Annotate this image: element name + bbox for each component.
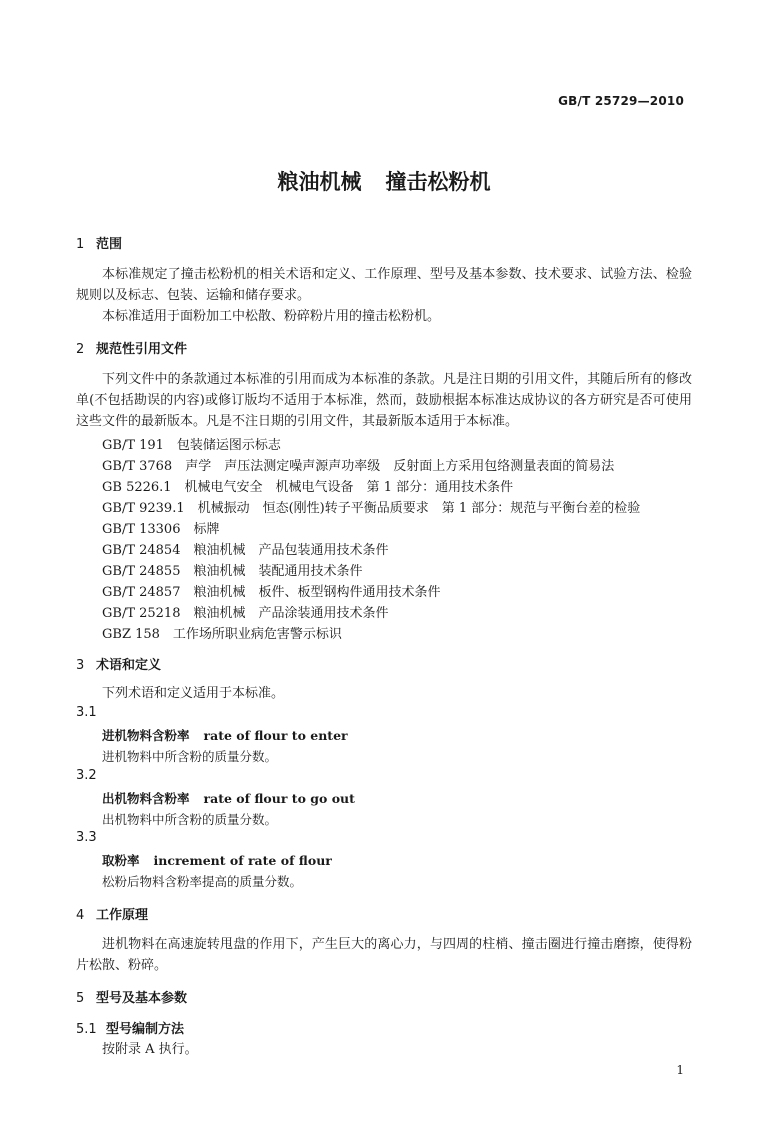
- section-4-heading: 4 工作原理: [76, 908, 149, 923]
- section-1-paragraph-1: 本标准规定了撞击松粉机的相关术语和定义、工作原理、型号及基本参数、技术要求、试验方法、检验规则以及标志、包装、运输和储存要求。: [76, 267, 692, 303]
- subsection-5-1-text: 按附录 A 执行。: [102, 1042, 198, 1057]
- reference-item: GB/T 191 包装储运图示标志: [102, 438, 281, 453]
- term-number: 3.3: [76, 830, 97, 845]
- term-number: 3.2: [76, 768, 97, 783]
- section-4-paragraph: 进机物料在高速旋转甩盘的作用下，产生巨大的离心力，与四周的柱梢、撞击圈进行撞击磨擦，使得粉片松散、粉碎。: [76, 937, 692, 973]
- standard-code: GB/T 25729—2010: [558, 94, 684, 108]
- section-3-intro: 下列术语和定义适用于本标准。: [102, 686, 285, 701]
- reference-item: GB/T 3768 声学 声压法测定噪声源声功率级 反射面上方采用包络测量表面的简易法: [102, 459, 615, 474]
- reference-item: GBZ 158 工作场所职业病危害警示标识: [102, 627, 342, 642]
- reference-item: GB/T 9239.1 机械振动 恒态(刚性)转子平衡品质要求 第 1 部分：规范与平衡台差的检验: [102, 501, 641, 516]
- term-definition: 进机物料中所含粉的质量分数。: [102, 749, 278, 764]
- title-right: 撞击松粉机: [385, 170, 491, 194]
- reference-item: GB/T 24854 粮油机械 产品包装通用技术条件: [102, 543, 389, 558]
- title-left: 粮油机械: [277, 170, 362, 194]
- page-number: 1: [676, 1063, 684, 1077]
- subsection-5-1-heading: 5.1 型号编制方法: [76, 1022, 185, 1037]
- section-3-heading: 3 术语和定义: [76, 658, 162, 673]
- term-title: 进机物料含粉率 rate of flour to enter: [102, 728, 348, 743]
- reference-item: GB/T 25218 粮油机械 产品涂装通用技术条件: [102, 606, 389, 621]
- term-definition: 出机物料中所含粉的质量分数。: [102, 812, 278, 827]
- section-2-paragraph: 下列文件中的条款通过本标准的引用而成为本标准的条款。凡是注日期的引用文件，其随后所有的修改单(不包括勘误的内容)或修订版均不适用于本标准，然而，鼓励根据本标准达成协议的各方研究是否可使用这些文件的最新版本。凡是不注日期的引用文件，其最新版本适用于本标准。: [76, 372, 692, 429]
- reference-item: GB/T 24857 粮油机械 板件、板型钢构件通用技术条件: [102, 585, 441, 600]
- term-definition: 松粉后物料含粉率提高的质量分数。: [102, 874, 303, 889]
- reference-item: GB 5226.1 机械电气安全 机械电气设备 第 1 部分：通用技术条件: [102, 480, 514, 495]
- page-title: [0, 166, 768, 196]
- section-1-heading: 1 范围: [76, 237, 123, 252]
- term-title: 取粉率 increment of rate of flour: [102, 853, 332, 868]
- reference-item: GB/T 24855 粮油机械 装配通用技术条件: [102, 564, 363, 579]
- term-title: 出机物料含粉率 rate of flour to go out: [102, 791, 355, 806]
- term-number: 3.1: [76, 705, 97, 720]
- reference-item: GB/T 13306 标牌: [102, 522, 220, 537]
- section-2-heading: 2 规范性引用文件: [76, 342, 188, 357]
- section-1-paragraph-2: 本标准适用于面粉加工中松散、粉碎粉片用的撞击松粉机。: [102, 309, 441, 324]
- section-5-heading: 5 型号及基本参数: [76, 991, 188, 1006]
